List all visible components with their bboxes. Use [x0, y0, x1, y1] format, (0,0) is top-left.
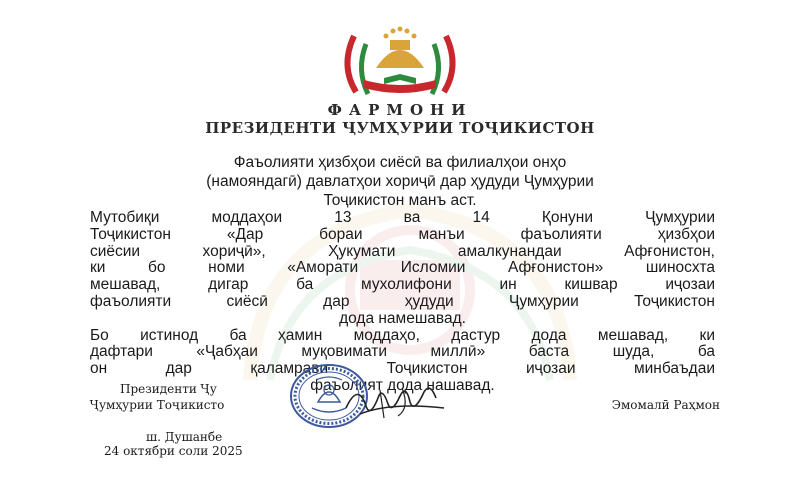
decree-issuer: ПРЕЗИДЕНТИ ҶУМҲУРИИ ТОҶИКИСТОН	[205, 119, 595, 137]
decree-body	[90, 210, 715, 395]
decree-subtitle	[140, 153, 660, 210]
decree-date: 24 октябри соли 2025	[104, 444, 243, 458]
body-line: сиёсии хориҷӣ», Ҳукумати амалкунандаи Афғонистон,	[90, 242, 715, 260]
handwritten-signature-icon	[340, 378, 450, 422]
decree-place: ш. Душанбе	[146, 430, 223, 444]
body-line: Мутобиқи моддаҳои 13 ва 14 Қонуни Ҷумҳурии	[90, 209, 715, 226]
body-line: мешавад, дигар ба мухолифони ин кишвар иҷозаи	[90, 276, 715, 294]
body-line: ки бо номи «Аморати Исломии Афғонистон» шиносхта	[90, 259, 715, 277]
body-line: Бо истинод ба ҳамин моддаҳо, дастур дода мешавад, ки	[90, 326, 715, 344]
signatory-name: Эмомалӣ Раҳмон	[611, 398, 720, 412]
state-emblem-icon	[334, 18, 466, 98]
body-line: дафтари «Ҷабҳаи муқовимати миллӣ» баста шуда, ба	[90, 343, 715, 361]
body-line: фаъолияти сиёсӣ дар ҳудуди Ҷумҳурии Тоҷикистон	[90, 292, 715, 310]
decree-title: ФАРМОНИ	[327, 101, 473, 119]
body-line: Тоҷикистон «Дар бораи манъи фаъолияти ҳизбҳои	[90, 225, 715, 243]
body-line: дода намешавад.	[339, 309, 466, 327]
signatory-title-line: Ҷумҳурии Тоҷикисто	[90, 398, 225, 412]
signatory-title-line: Президенти Ҷу	[120, 382, 217, 396]
subtitle-line: Фаъолияти ҳизбҳои сиёсӣ ва филиалҳои онҳо	[233, 154, 567, 171]
subtitle-line: Тоҷикистон манъ аст.	[323, 192, 477, 209]
subtitle-line: (намояндагӣ) давлатҳои хориҷӣ дар ҳудуди Ҷумҳурии	[206, 173, 594, 190]
body-line: фаъолият дода нашавад.	[310, 376, 495, 394]
body-line: он дар қаламрави Тоҷикистон иҷозаи минбаъдаи	[90, 360, 715, 378]
